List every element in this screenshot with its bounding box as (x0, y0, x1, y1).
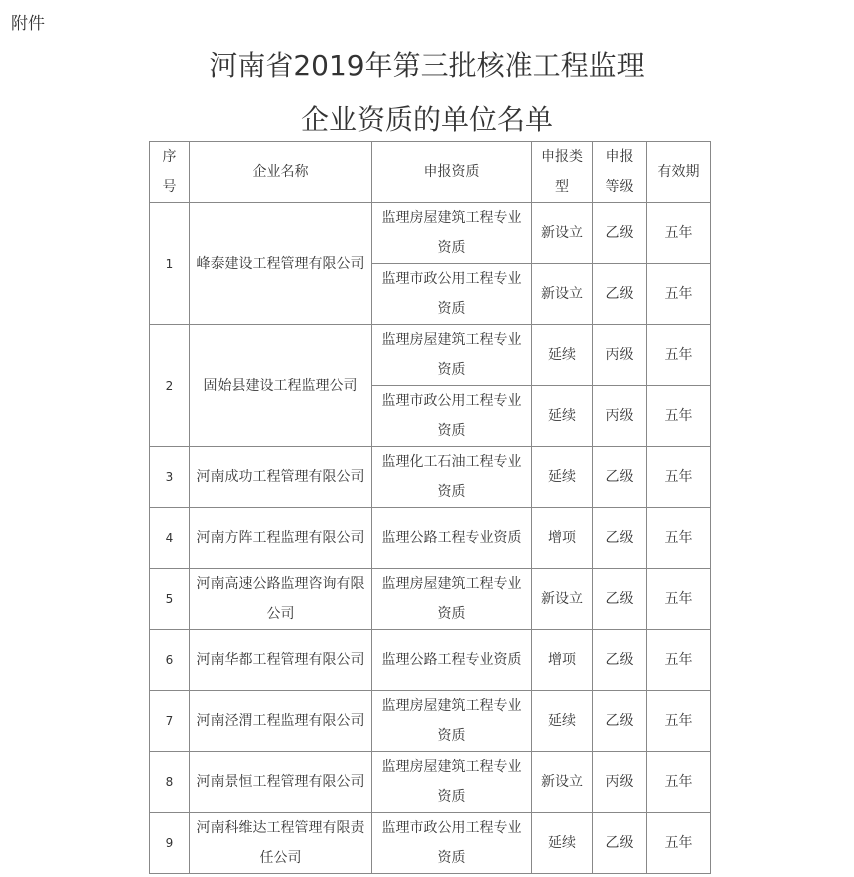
cell-company: 固始县建设工程监理公司 (190, 325, 372, 447)
cell-type: 延续 (532, 325, 593, 386)
cell-seq: 9 (150, 813, 190, 874)
cell-seq: 4 (150, 508, 190, 569)
cell-company: 河南泾渭工程监理有限公司 (190, 691, 372, 752)
page-title-line-2: 企业资质的单位名单 (300, 103, 553, 136)
table-row (150, 813, 711, 874)
table-header-row (150, 142, 711, 203)
table-row (150, 447, 711, 508)
cell-seq: 5 (150, 569, 190, 630)
cell-type: 新设立 (532, 264, 593, 325)
cell-grade: 丙级 (593, 325, 647, 386)
cell-qualification: 监理房屋建筑工程专业资质 (372, 691, 532, 752)
cell-company: 河南景恒工程管理有限公司 (190, 752, 372, 813)
cell-validity: 五年 (647, 508, 711, 569)
cell-validity: 五年 (647, 630, 711, 691)
cell-validity: 五年 (647, 752, 711, 813)
header-grade: 申报等级 (593, 142, 647, 203)
cell-qualification: 监理市政公用工程专业资质 (372, 264, 532, 325)
page-title-line-1: 河南省2019年第三批核准工程监理 (209, 49, 645, 82)
cell-grade: 乙级 (593, 569, 647, 630)
cell-seq: 1 (150, 203, 190, 325)
cell-qualification: 监理公路工程专业资质 (372, 630, 532, 691)
cell-qualification: 监理房屋建筑工程专业资质 (372, 325, 532, 386)
cell-qualification: 监理房屋建筑工程专业资质 (372, 569, 532, 630)
cell-type: 增项 (532, 508, 593, 569)
cell-validity: 五年 (647, 325, 711, 386)
cell-company: 河南方阵工程监理有限公司 (190, 508, 372, 569)
cell-type: 新设立 (532, 569, 593, 630)
table-row (150, 752, 711, 813)
cell-type: 延续 (532, 447, 593, 508)
cell-qualification: 监理化工石油工程专业资质 (372, 447, 532, 508)
cell-validity: 五年 (647, 813, 711, 874)
cell-type: 新设立 (532, 752, 593, 813)
cell-type: 延续 (532, 386, 593, 447)
cell-company: 河南华都工程管理有限公司 (190, 630, 372, 691)
cell-grade: 乙级 (593, 447, 647, 508)
company-qualification-table (149, 141, 711, 874)
cell-qualification: 监理市政公用工程专业资质 (372, 386, 532, 447)
cell-validity: 五年 (647, 264, 711, 325)
cell-seq: 3 (150, 447, 190, 508)
cell-seq: 2 (150, 325, 190, 447)
cell-seq: 6 (150, 630, 190, 691)
table-row (150, 569, 711, 630)
table-row (150, 203, 711, 264)
cell-company: 河南高速公路监理咨询有限公司 (190, 569, 372, 630)
cell-qualification: 监理市政公用工程专业资质 (372, 813, 532, 874)
cell-company: 河南成功工程管理有限公司 (190, 447, 372, 508)
cell-grade: 乙级 (593, 203, 647, 264)
cell-qualification: 监理房屋建筑工程专业资质 (372, 752, 532, 813)
cell-type: 增项 (532, 630, 593, 691)
attachment-label: 附件 (11, 14, 45, 34)
table-row (150, 691, 711, 752)
cell-grade: 乙级 (593, 630, 647, 691)
cell-grade: 乙级 (593, 264, 647, 325)
cell-grade: 乙级 (593, 508, 647, 569)
header-qualification: 申报资质 (372, 142, 532, 203)
cell-qualification: 监理公路工程专业资质 (372, 508, 532, 569)
cell-validity: 五年 (647, 203, 711, 264)
cell-company: 河南科维达工程管理有限责任公司 (190, 813, 372, 874)
cell-qualification: 监理房屋建筑工程专业资质 (372, 203, 532, 264)
table-row (150, 630, 711, 691)
cell-grade: 乙级 (593, 691, 647, 752)
table-row (150, 325, 711, 386)
cell-type: 延续 (532, 691, 593, 752)
cell-grade: 丙级 (593, 386, 647, 447)
header-seq: 序号 (150, 142, 190, 203)
cell-type: 新设立 (532, 203, 593, 264)
cell-validity: 五年 (647, 447, 711, 508)
cell-grade: 乙级 (593, 813, 647, 874)
cell-seq: 7 (150, 691, 190, 752)
cell-validity: 五年 (647, 691, 711, 752)
header-company: 企业名称 (190, 142, 372, 203)
cell-validity: 五年 (647, 386, 711, 447)
header-type: 申报类型 (532, 142, 593, 203)
cell-validity: 五年 (647, 569, 711, 630)
cell-grade: 丙级 (593, 752, 647, 813)
header-validity: 有效期 (647, 142, 711, 203)
cell-seq: 8 (150, 752, 190, 813)
table-row (150, 508, 711, 569)
cell-company: 峰泰建设工程管理有限公司 (190, 203, 372, 325)
cell-type: 延续 (532, 813, 593, 874)
